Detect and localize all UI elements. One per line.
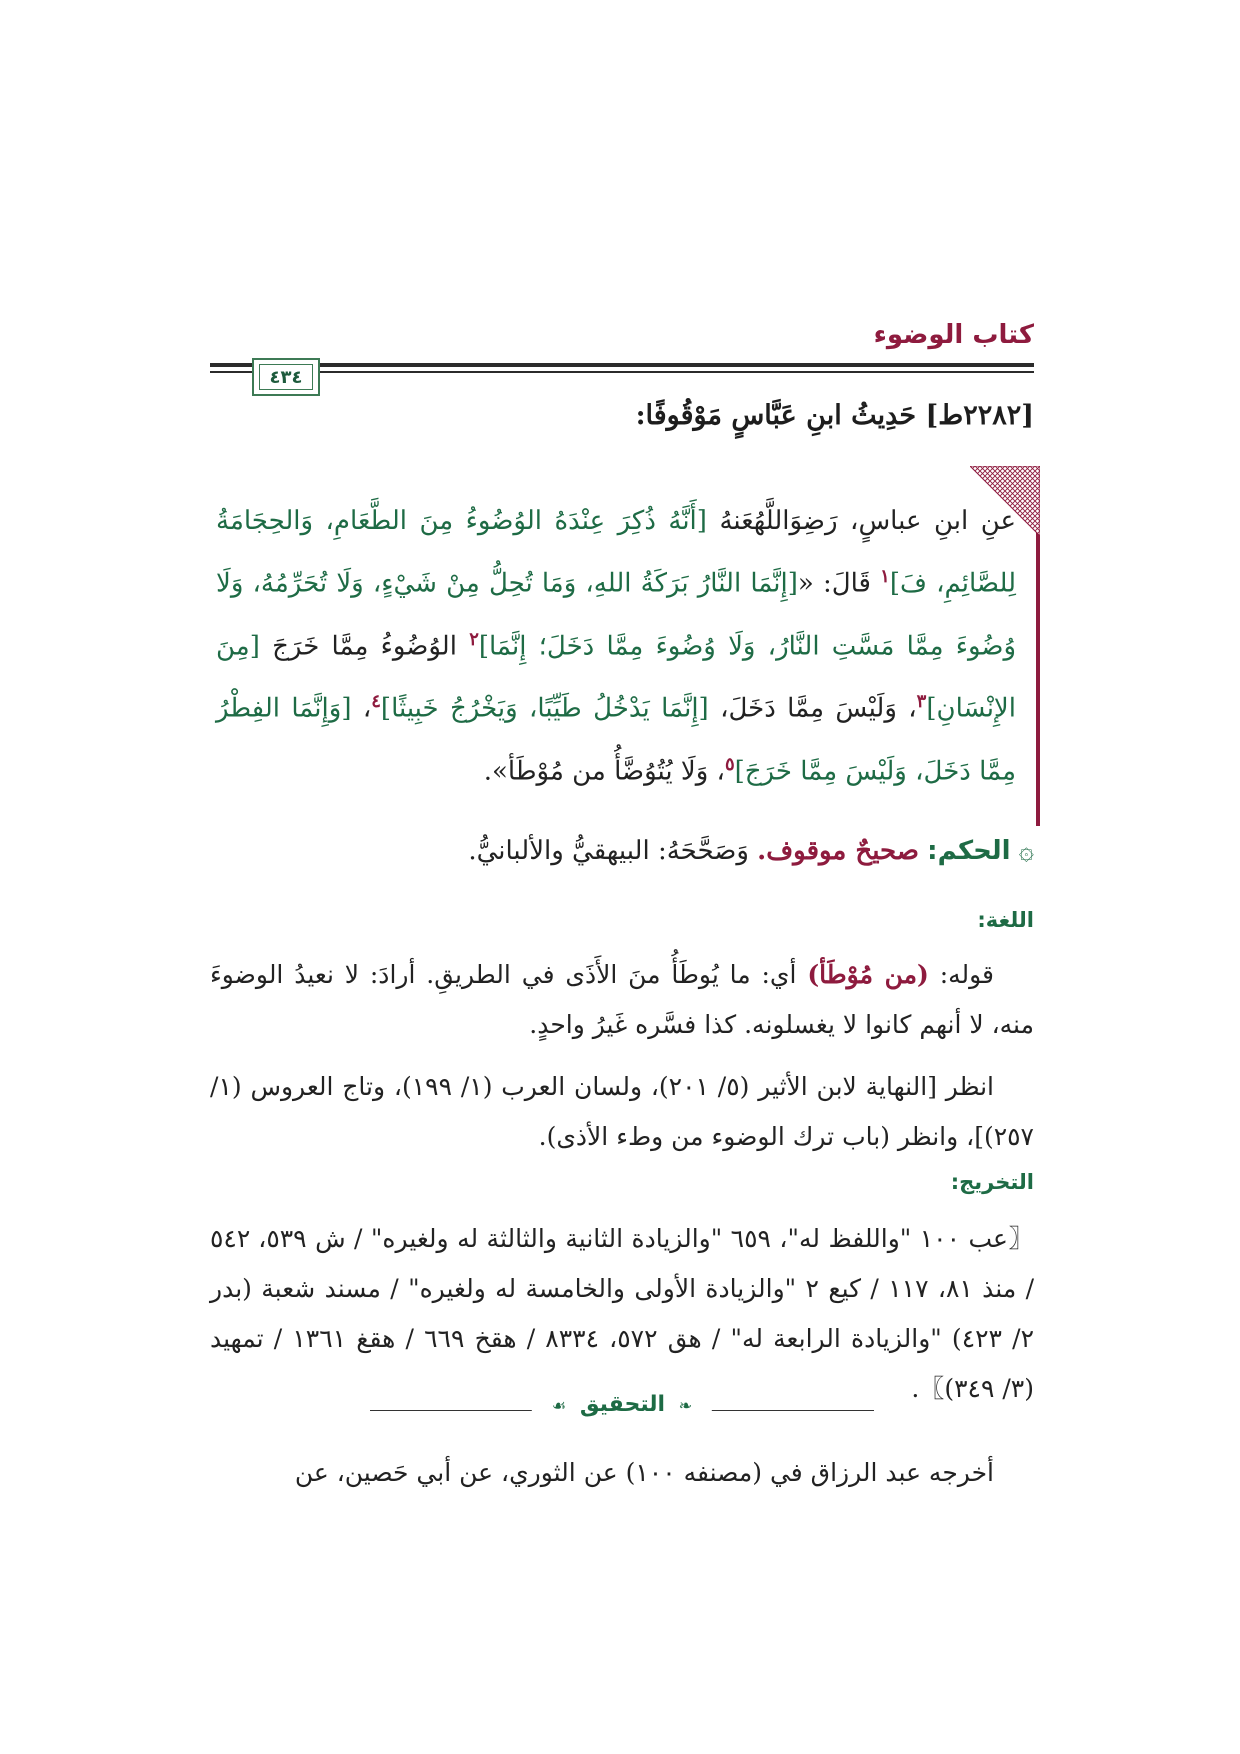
footnote-ref-3: ٣ (916, 691, 927, 713)
ruling-tail: وَصَحَّحَهُ: البيهقيُّ والألبانيُّ. (468, 836, 749, 866)
ornament-icon: ☙ (551, 1396, 567, 1415)
hadith-text (216, 494, 1016, 800)
hadith-quote-2: [إِنَّمَا النَّارُ بَرَكَةُ اللهِ، وَمَا تُحِلُّ مِنْ شَيْءٍ، وَلَا تُحَرِّمُهُ، وَلَا وُضُوءَ مِمَّا مَسَّتِ النَّارُ، وَلَا وُضُوءَ مِمَّا دَخَلَ؛ إِنَّمَا] (216, 568, 1017, 662)
hadith-box (210, 468, 1040, 826)
book-title: كتاب الوضوء (873, 320, 1034, 350)
page-header (210, 320, 1034, 388)
lugha-heading: اللغة: (977, 908, 1034, 932)
header-rule (210, 363, 1034, 367)
page-number-badge (252, 358, 320, 396)
tahqiq-heading: التحقيق (579, 1392, 666, 1417)
lugha-term: (من مُوْطَأ) (807, 960, 929, 989)
takhrij-heading: التخريج: (950, 1170, 1034, 1194)
tahqiq-divider (210, 1392, 1034, 1428)
ruling-line (210, 836, 1034, 866)
ruling-label: الحكم: (927, 836, 1011, 866)
tahqiq-text: أخرجه عبد الرزاق في (مصنفه ١٠٠) عن الثوري، عن أبي حَصين، عن (294, 1458, 994, 1487)
hadith-lead: عنِ ابنِ عباسٍ، رَضِوَاللَّهُعَنهُ (719, 506, 1017, 536)
hadith-comma: ، (362, 693, 372, 724)
hadith-end: ، وَلَا يُتُوُضَّأُ من مُوْطَأ». (483, 756, 725, 787)
takhrij-text: 〖عب ١٠٠ "واللفظ له"، ٦٥٩ "والزيادة الثانية والثالثة له ولغيره" / ش ٥٣٩، ٥٤٢ / منذ ٨١، ١١٧ / كيع ٢ "والزيادة الأولى والخامسة له ولغيره" / مسند شعبة (بدر ٢/ ٤٢٣) "والزيادة الرابعة له" / هق ٥٧٢، ٨٣٣٤ / هقخ ٦٦٩ / هقغ ١٣٦١ / تمهيد (٣/ ٣٤٩)〗. (210, 1224, 1035, 1403)
footnote-ref-4: ٤ (371, 691, 381, 713)
ornament-icon: ❧ (678, 1396, 693, 1415)
hadith-text-3: الوُضُوءُ مِمَّا خَرَجَ (272, 631, 457, 662)
section-heading: [٢٢٨٢ط] حَدِيثُ ابنِ عَبَّاسٍ مَوْقُوفًا: (635, 400, 1034, 431)
footnote-ref-5: ٥ (724, 753, 735, 775)
hadith-text-4: ، وَلَيْسَ مِمَّا دَخَلَ، (720, 693, 917, 724)
hadith-quote-1: [أَنَّهُ ذُكِرَ عِنْدَهُ الوُضُوءُ مِنَ الطَّعَامِ، وَالحِجَامَةُ لِلصَّائِمِ، فَ] (216, 506, 1017, 599)
tahqiq-divider-title (532, 1392, 712, 1417)
ruling-verdict: صحيحٌ موقوف. (757, 836, 919, 866)
lugha-paragraph-2: انظر [النهاية لابن الأثير (٥/ ٢٠١)، ولسان العرب (١/ ١٩٩)، وتاج العروس (١/ ٢٥٧)]، وانظر (باب ترك الوضوء من وطء الأذى). (210, 1072, 1034, 1151)
lugha-explanation: أي: ما يُوطَأُ منَ الأَذَى في الطريقِ. أرادَ: لا نعيدُ الوضوءَ منه، لا أنهم كانوا لا يغسلونه. كذا فسَّره غَيرُ واحدٍ. (210, 960, 1034, 1039)
hadith-said: قَالَ: « (797, 568, 871, 599)
lugha-lead: قوله: (939, 960, 994, 989)
header-rule-thin (210, 371, 1034, 373)
lugha-paragraph-1 (210, 950, 1034, 1050)
flower-icon: ۞ (1018, 836, 1034, 866)
page-number: ٤٣٤ (259, 364, 313, 390)
footnote-ref-2: ٢ (469, 628, 479, 650)
hadith-quote-4: [إِنَّمَا يَدْخُلُ طَيِّبًا، وَيَخْرُجُ خَبِيثًا] (380, 693, 709, 724)
hadith-quote-3: [مِنَ الإِنْسَانِ] (216, 631, 1016, 724)
hadith-quote-5: [وَإِنَّمَا الفِطْرُ مِمَّا دَخَلَ، وَلَيْسَ مِمَّا خَرَجَ] (216, 693, 1016, 787)
footnote-ref-1: ١ (880, 566, 890, 587)
